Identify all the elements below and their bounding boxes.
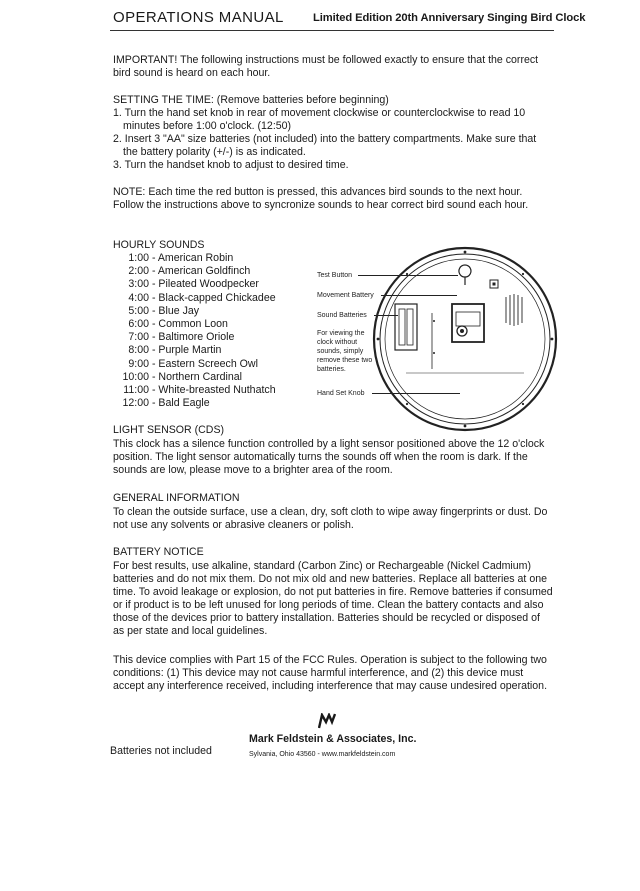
setting-time-heading-line xyxy=(113,94,553,107)
hour-bird: Baltimore Oriole xyxy=(158,331,235,344)
hour-time: 7:00 xyxy=(128,331,149,344)
movement-battery-label: Movement Battery xyxy=(317,292,374,299)
movement-battery-leader xyxy=(381,295,457,296)
note-text: Each time the red button is pressed, this advances bird sounds to the next hour. Follow the instructions above to syncronize sounds to hear correct bird sound each hour. xyxy=(113,186,529,211)
hour-bird: Northern Cardinal xyxy=(158,370,243,383)
hour-bird: Common Loon xyxy=(158,318,228,331)
hour-separator: - xyxy=(149,370,159,383)
hourly-sound-item xyxy=(113,252,276,265)
step-3: 3. Turn the handset knob to adjust to desired time. xyxy=(113,159,349,171)
hour-time: 1:00 xyxy=(128,252,149,264)
hour-bird: White-breasted Nuthatch xyxy=(158,384,276,397)
hourly-sound-item xyxy=(113,358,276,371)
hour-separator: - xyxy=(149,304,159,317)
hour-time: 8:00 xyxy=(128,344,149,357)
light-sensor-text: This clock has a silence function controlled by a light sensor positioned above the 12 o'clock position. The light sensor automatically turns the sounds off when the room is dark. If the sounds are low, please move to a brighter area of the room. xyxy=(113,438,545,476)
hourly-sound-item xyxy=(113,397,276,410)
hourly-sound-item xyxy=(113,278,276,291)
hour-bird: Bald Eagle xyxy=(158,397,210,410)
setting-time-steps xyxy=(113,107,553,172)
step-1: 1. Turn the hand set knob in rear of movement clockwise or counterclockwise to read 10 minutes before 1:00 o'clock. (12:50) xyxy=(113,107,526,132)
hour-time: 12:00 xyxy=(122,397,149,410)
hourly-sound-item xyxy=(113,292,276,305)
company-logo xyxy=(318,713,336,729)
hour-bird: Purple Martin xyxy=(158,344,222,357)
hour-time: 4:00 xyxy=(128,291,149,304)
hour-separator: - xyxy=(149,397,159,410)
manual-title: OPERATIONS MANUAL xyxy=(113,9,284,26)
hour-separator: - xyxy=(149,265,158,278)
hour-time: 2:00 xyxy=(128,265,149,278)
batteries-not-included: Batteries not included xyxy=(110,745,212,757)
test-button-leader xyxy=(358,275,458,276)
header-rule xyxy=(110,30,554,31)
hourly-sound-item xyxy=(113,371,276,384)
sound-batteries-label: Sound Batteries xyxy=(317,312,367,319)
hourly-sounds xyxy=(113,238,276,410)
hourly-sound-item xyxy=(113,318,276,331)
hourly-sound-item xyxy=(113,384,276,397)
hour-bird: Pileated Woodpecker xyxy=(158,278,259,291)
product-name: Limited Edition 20th Anniversary Singing Bird Clock xyxy=(313,12,586,24)
hour-bird: Eastern Screech Owl xyxy=(158,357,258,370)
hour-separator: - xyxy=(149,278,159,291)
battery-notice-text: For best results, use alkaline, standard (Carbon Zinc) or Rechargeable (Nickel Cadmium) batteries and do not mix them. Do not mix old and new batteries. Replace all batteries at one time. To avoid leakage or explosion, do not put batteries in fire. Remove batteries if consumed or if product is to be left unused for long periods of time. Clean the battery contacts and also those of the devices prior to battery installation. Batteries should be recycled or disposed of as per state and local guidelines. xyxy=(113,560,553,637)
hour-separator: - xyxy=(149,318,159,331)
test-button-label: Test Button xyxy=(317,272,353,279)
hour-separator: - xyxy=(149,331,159,344)
hourly-sound-item xyxy=(113,344,276,357)
hour-separator: - xyxy=(149,384,159,397)
important-paragraph xyxy=(113,54,553,80)
step-2: 2. Insert 3 "AA" size batteries (not included) into the battery compartments. Make sure that the battery polarity (+/-) is as indicated. xyxy=(113,133,537,158)
hour-time: 3:00 xyxy=(128,278,149,291)
hour-bird: American Goldfinch xyxy=(157,265,251,278)
general-info-heading: GENERAL INFORMATION xyxy=(113,492,240,504)
company-address: Sylvania, Ohio 43560 - www.markfeldstein.com xyxy=(249,751,396,758)
note-paragraph xyxy=(113,186,553,212)
clock-back-diagram xyxy=(370,243,560,435)
hour-time: 9:00 xyxy=(128,357,149,370)
hour-time: 5:00 xyxy=(128,304,149,317)
hourly-sounds-heading: HOURLY SOUNDS xyxy=(113,239,205,251)
hour-time: 11:00 xyxy=(123,384,149,397)
hourly-sound-item xyxy=(113,265,276,278)
hand-set-knob-label: Hand Set Knob xyxy=(317,390,365,397)
hourly-sound-item xyxy=(113,331,276,344)
hour-bird: American Robin xyxy=(157,252,234,264)
setting-time-note: (Remove batteries before beginning) xyxy=(213,94,389,106)
company-name: Mark Feldstein & Associates, Inc. xyxy=(249,733,417,745)
hour-bird: Black-capped Chickadee xyxy=(158,291,276,304)
hour-time: 6:00 xyxy=(128,318,149,331)
battery-notice-heading: BATTERY NOTICE xyxy=(113,546,204,558)
general-info-text: To clean the outside surface, use a clean, dry, soft cloth to wipe away fingerprints or dust. Do not use any solvents or abrasive cleaners or polish. xyxy=(113,506,548,531)
hour-separator: - xyxy=(149,252,158,264)
hour-separator: - xyxy=(149,291,159,304)
important-text: The following instructions must be followed exactly to ensure that the correct bird sound is heard on each hour. xyxy=(113,54,539,79)
hand-set-knob-leader xyxy=(372,393,460,394)
light-sensor-heading: LIGHT SENSOR (CDS) xyxy=(113,424,225,436)
diagram-note: For viewing the clock without sounds, simply remove these two batteries. xyxy=(317,330,373,373)
important-label: IMPORTANT! xyxy=(113,54,178,66)
sound-batteries-leader xyxy=(374,315,398,316)
note-label: NOTE: xyxy=(113,186,146,198)
hour-separator: - xyxy=(149,357,159,370)
setting-time-heading: SETTING THE TIME: xyxy=(113,94,214,106)
hour-bird: Blue Jay xyxy=(158,304,200,317)
hourly-sound-item xyxy=(113,305,276,318)
hour-separator: - xyxy=(149,344,159,357)
fcc-statement: This device complies with Part 15 of the FCC Rules. Operation is subject to the following two conditions: (1) This device may not cause harmful interference, and (2) this device must accept any interference received, including interference that may cause undesired operation. xyxy=(113,654,548,692)
hour-time: 10:00 xyxy=(122,370,149,383)
